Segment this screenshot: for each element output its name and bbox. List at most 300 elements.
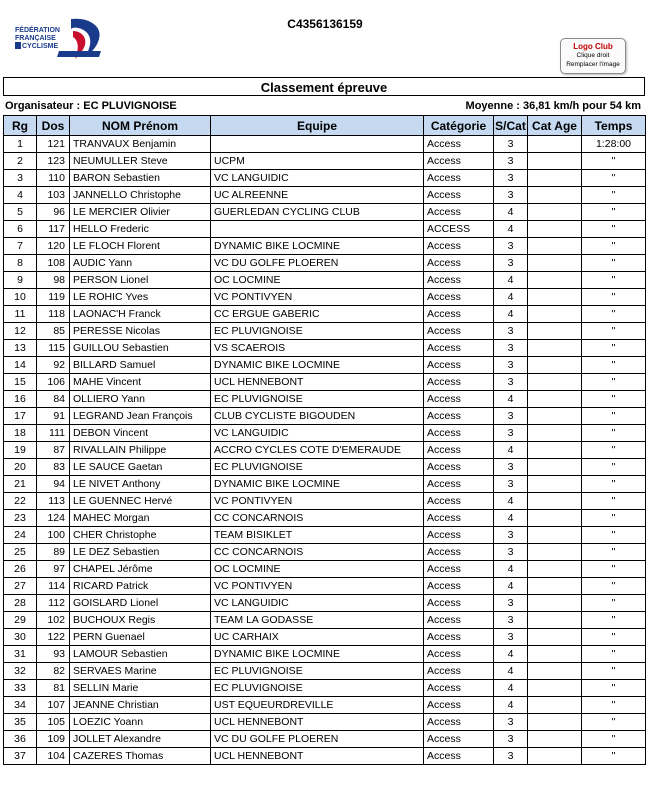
cell-subcategory: 4 xyxy=(494,289,528,306)
cell-time: " xyxy=(582,578,646,595)
cell-time: " xyxy=(582,340,646,357)
cell-category: Access xyxy=(424,459,494,476)
cell-time: " xyxy=(582,204,646,221)
cell-cat-age xyxy=(528,629,582,646)
cell-bib: 91 xyxy=(37,408,70,425)
cell-time: " xyxy=(582,187,646,204)
cell-rank: 26 xyxy=(4,561,37,578)
table-row xyxy=(4,442,646,459)
cell-name: LE SAUCE Gaetan xyxy=(70,459,211,476)
table-row xyxy=(4,221,646,238)
table-header-row xyxy=(4,116,646,136)
cell-category: Access xyxy=(424,289,494,306)
cell-bib: 113 xyxy=(37,493,70,510)
cell-bib: 107 xyxy=(37,697,70,714)
cell-team: UCL HENNEBONT xyxy=(211,748,424,765)
ffc-logo-line1: FÉDÉRATION xyxy=(15,27,60,34)
cell-cat-age xyxy=(528,425,582,442)
table-row xyxy=(4,731,646,748)
cell-bib: 87 xyxy=(37,442,70,459)
cell-team: VC PONTIVYEN xyxy=(211,578,424,595)
cell-bib: 97 xyxy=(37,561,70,578)
cell-bib: 112 xyxy=(37,595,70,612)
cell-rank: 18 xyxy=(4,425,37,442)
cell-time: " xyxy=(582,748,646,765)
cell-category: Access xyxy=(424,527,494,544)
cell-subcategory: 3 xyxy=(494,714,528,731)
table-row xyxy=(4,697,646,714)
cell-team: DYNAMIC BIKE LOCMINE xyxy=(211,646,424,663)
cell-cat-age xyxy=(528,340,582,357)
cell-name: LAMOUR Sebastien xyxy=(70,646,211,663)
cell-cat-age xyxy=(528,374,582,391)
cell-category: Access xyxy=(424,374,494,391)
cell-subcategory: 3 xyxy=(494,544,528,561)
cell-time: " xyxy=(582,323,646,340)
cell-cat-age xyxy=(528,272,582,289)
cell-team: CC ERGUE GABERIC xyxy=(211,306,424,323)
cell-subcategory: 4 xyxy=(494,493,528,510)
cell-bib: 100 xyxy=(37,527,70,544)
cell-time: " xyxy=(582,170,646,187)
cell-team: CC CONCARNOIS xyxy=(211,544,424,561)
cell-cat-age xyxy=(528,578,582,595)
table-row xyxy=(4,544,646,561)
cell-rank: 36 xyxy=(4,731,37,748)
cell-rank: 11 xyxy=(4,306,37,323)
cell-category: Access xyxy=(424,272,494,289)
cell-rank: 2 xyxy=(4,153,37,170)
cell-bib: 114 xyxy=(37,578,70,595)
cell-subcategory: 3 xyxy=(494,408,528,425)
cell-team: EC PLUVIGNOISE xyxy=(211,663,424,680)
table-row xyxy=(4,748,646,765)
table-row xyxy=(4,255,646,272)
cell-bib: 102 xyxy=(37,612,70,629)
table-row xyxy=(4,578,646,595)
cell-subcategory: 4 xyxy=(494,561,528,578)
cell-rank: 9 xyxy=(4,272,37,289)
cell-bib: 98 xyxy=(37,272,70,289)
cell-rank: 32 xyxy=(4,663,37,680)
cell-cat-age xyxy=(528,136,582,153)
cell-category: Access xyxy=(424,170,494,187)
cell-cat-age xyxy=(528,357,582,374)
cell-rank: 12 xyxy=(4,323,37,340)
cell-time: " xyxy=(582,731,646,748)
table-row xyxy=(4,170,646,187)
cell-time: " xyxy=(582,493,646,510)
cell-category: ACCESS xyxy=(424,221,494,238)
cell-time: " xyxy=(582,476,646,493)
cell-bib: 105 xyxy=(37,714,70,731)
cell-cat-age xyxy=(528,646,582,663)
table-row xyxy=(4,187,646,204)
cell-name: PERESSE Nicolas xyxy=(70,323,211,340)
cell-cat-age xyxy=(528,731,582,748)
cell-bib: 96 xyxy=(37,204,70,221)
cell-time: " xyxy=(582,459,646,476)
cell-cat-age xyxy=(528,442,582,459)
cell-cat-age xyxy=(528,527,582,544)
col-header-equipe: Equipe xyxy=(211,116,424,136)
cell-team: VC DU GOLFE PLOEREN xyxy=(211,731,424,748)
cell-name: CHER Christophe xyxy=(70,527,211,544)
cell-subcategory: 3 xyxy=(494,187,528,204)
cell-team: OC LOCMINE xyxy=(211,561,424,578)
cell-category: Access xyxy=(424,238,494,255)
cell-team: GUERLEDAN CYCLING CLUB xyxy=(211,204,424,221)
cell-rank: 10 xyxy=(4,289,37,306)
cell-rank: 15 xyxy=(4,374,37,391)
cell-team: VC LANGUIDIC xyxy=(211,425,424,442)
table-row xyxy=(4,391,646,408)
cell-subcategory: 4 xyxy=(494,442,528,459)
cell-category: Access xyxy=(424,357,494,374)
cell-team: VC PONTIVYEN xyxy=(211,289,424,306)
ffc-logo-line2: FRANÇAISE xyxy=(15,35,56,42)
cell-rank: 5 xyxy=(4,204,37,221)
cell-bib: 93 xyxy=(37,646,70,663)
cell-bib: 103 xyxy=(37,187,70,204)
cell-team: UCL HENNEBONT xyxy=(211,714,424,731)
cell-rank: 19 xyxy=(4,442,37,459)
cell-subcategory: 3 xyxy=(494,595,528,612)
cell-rank: 1 xyxy=(4,136,37,153)
cell-team: TEAM BISIKLET xyxy=(211,527,424,544)
cell-team: VC LANGUIDIC xyxy=(211,170,424,187)
cell-bib: 122 xyxy=(37,629,70,646)
cell-time: " xyxy=(582,374,646,391)
cell-team: CC CONCARNOIS xyxy=(211,510,424,527)
cell-cat-age xyxy=(528,595,582,612)
cell-rank: 7 xyxy=(4,238,37,255)
cell-rank: 31 xyxy=(4,646,37,663)
cell-name: OLLIERO Yann xyxy=(70,391,211,408)
club-logo-title: Logo Club xyxy=(573,42,613,51)
cell-rank: 33 xyxy=(4,680,37,697)
cell-bib: 108 xyxy=(37,255,70,272)
cell-bib: 120 xyxy=(37,238,70,255)
cell-name: CHAPEL Jérôme xyxy=(70,561,211,578)
cell-rank: 3 xyxy=(4,170,37,187)
table-row xyxy=(4,476,646,493)
cell-name: PERSON Lionel xyxy=(70,272,211,289)
cell-time: " xyxy=(582,391,646,408)
cell-time: " xyxy=(582,714,646,731)
col-header-categorie: Catégorie xyxy=(424,116,494,136)
cell-category: Access xyxy=(424,544,494,561)
cell-name: HELLO Frederic xyxy=(70,221,211,238)
cell-category: Access xyxy=(424,697,494,714)
table-row xyxy=(4,510,646,527)
cell-rank: 16 xyxy=(4,391,37,408)
results-table xyxy=(3,115,646,765)
cell-bib: 121 xyxy=(37,136,70,153)
cell-time: " xyxy=(582,255,646,272)
cell-category: Access xyxy=(424,612,494,629)
cell-team: UC CARHAIX xyxy=(211,629,424,646)
cell-cat-age xyxy=(528,255,582,272)
cell-name: GUILLOU Sebastien xyxy=(70,340,211,357)
cell-name: MAHE Vincent xyxy=(70,374,211,391)
cell-team: ACCRO CYCLES COTE D'EMERAUDE xyxy=(211,442,424,459)
cell-subcategory: 3 xyxy=(494,374,528,391)
cell-rank: 24 xyxy=(4,527,37,544)
cell-category: Access xyxy=(424,578,494,595)
cell-rank: 29 xyxy=(4,612,37,629)
cell-subcategory: 4 xyxy=(494,663,528,680)
cell-team: EC PLUVIGNOISE xyxy=(211,680,424,697)
table-row xyxy=(4,238,646,255)
cell-subcategory: 4 xyxy=(494,680,528,697)
table-row xyxy=(4,595,646,612)
cell-team: VS SCAEROIS xyxy=(211,340,424,357)
organisateur: Organisateur : EC PLUVIGNOISE xyxy=(5,100,177,112)
table-row xyxy=(4,663,646,680)
table-row xyxy=(4,527,646,544)
cell-cat-age xyxy=(528,663,582,680)
cell-name: LE ROHIC Yves xyxy=(70,289,211,306)
cell-name: LE GUENNEC Hervé xyxy=(70,493,211,510)
cell-cat-age xyxy=(528,238,582,255)
cell-team xyxy=(211,221,424,238)
cell-time: " xyxy=(582,357,646,374)
cell-bib: 109 xyxy=(37,731,70,748)
cell-name: LE NIVET Anthony xyxy=(70,476,211,493)
cell-time: " xyxy=(582,629,646,646)
cell-subcategory: 3 xyxy=(494,459,528,476)
cell-bib: 124 xyxy=(37,510,70,527)
cell-cat-age xyxy=(528,204,582,221)
cell-subcategory: 3 xyxy=(494,170,528,187)
cell-bib: 123 xyxy=(37,153,70,170)
cell-category: Access xyxy=(424,425,494,442)
cell-rank: 37 xyxy=(4,748,37,765)
cell-subcategory: 4 xyxy=(494,646,528,663)
cell-name: DEBON Vincent xyxy=(70,425,211,442)
cell-category: Access xyxy=(424,748,494,765)
cell-category: Access xyxy=(424,663,494,680)
table-row xyxy=(4,408,646,425)
table-row xyxy=(4,204,646,221)
cell-subcategory: 3 xyxy=(494,748,528,765)
cell-bib: 81 xyxy=(37,680,70,697)
col-header-temps: Temps xyxy=(582,116,646,136)
cell-time: " xyxy=(582,238,646,255)
cell-cat-age xyxy=(528,221,582,238)
cell-cat-age xyxy=(528,680,582,697)
cell-category: Access xyxy=(424,629,494,646)
cell-time: " xyxy=(582,612,646,629)
cell-time: " xyxy=(582,442,646,459)
cell-bib: 84 xyxy=(37,391,70,408)
cell-rank: 22 xyxy=(4,493,37,510)
table-row xyxy=(4,425,646,442)
cell-team: EC PLUVIGNOISE xyxy=(211,459,424,476)
cell-rank: 20 xyxy=(4,459,37,476)
cell-subcategory: 3 xyxy=(494,476,528,493)
cell-time: " xyxy=(582,510,646,527)
cell-category: Access xyxy=(424,731,494,748)
table-row xyxy=(4,459,646,476)
cell-bib: 82 xyxy=(37,663,70,680)
cell-rank: 28 xyxy=(4,595,37,612)
cell-name: GOISLARD Lionel xyxy=(70,595,211,612)
cell-category: Access xyxy=(424,306,494,323)
cell-name: BILLARD Samuel xyxy=(70,357,211,374)
cell-category: Access xyxy=(424,680,494,697)
cell-subcategory: 3 xyxy=(494,255,528,272)
cell-name: JOLLET Alexandre xyxy=(70,731,211,748)
cell-team xyxy=(211,136,424,153)
cell-cat-age xyxy=(528,323,582,340)
cell-team: DYNAMIC BIKE LOCMINE xyxy=(211,357,424,374)
table-row xyxy=(4,323,646,340)
cell-time: " xyxy=(582,425,646,442)
table-row xyxy=(4,612,646,629)
cell-name: LAONAC'H Franck xyxy=(70,306,211,323)
cell-rank: 25 xyxy=(4,544,37,561)
table-row xyxy=(4,289,646,306)
cell-bib: 92 xyxy=(37,357,70,374)
cell-subcategory: 4 xyxy=(494,272,528,289)
cell-category: Access xyxy=(424,646,494,663)
cell-time: " xyxy=(582,561,646,578)
cell-category: Access xyxy=(424,442,494,459)
cell-name: PERN Guenael xyxy=(70,629,211,646)
cell-subcategory: 4 xyxy=(494,306,528,323)
cell-category: Access xyxy=(424,340,494,357)
cell-time: " xyxy=(582,221,646,238)
table-row xyxy=(4,374,646,391)
cell-name: LOEZIC Yoann xyxy=(70,714,211,731)
cell-name: LE MERCIER Olivier xyxy=(70,204,211,221)
cell-category: Access xyxy=(424,323,494,340)
cell-cat-age xyxy=(528,153,582,170)
club-logo-placeholder[interactable] xyxy=(560,38,626,74)
cell-team: TEAM LA GODASSE xyxy=(211,612,424,629)
cell-time: " xyxy=(582,646,646,663)
cell-cat-age xyxy=(528,697,582,714)
cell-name: MAHEC Morgan xyxy=(70,510,211,527)
cell-team: UC ALREENNE xyxy=(211,187,424,204)
cell-team: UCPM xyxy=(211,153,424,170)
cell-subcategory: 4 xyxy=(494,391,528,408)
cell-rank: 34 xyxy=(4,697,37,714)
cell-time: " xyxy=(582,595,646,612)
cell-bib: 119 xyxy=(37,289,70,306)
cell-rank: 30 xyxy=(4,629,37,646)
col-header-dos: Dos xyxy=(37,116,70,136)
cell-rank: 23 xyxy=(4,510,37,527)
cell-team: DYNAMIC BIKE LOCMINE xyxy=(211,476,424,493)
cell-subcategory: 4 xyxy=(494,578,528,595)
cell-category: Access xyxy=(424,714,494,731)
cell-time: " xyxy=(582,680,646,697)
info-line xyxy=(3,98,645,114)
cell-team: UCL HENNEBONT xyxy=(211,374,424,391)
cell-cat-age xyxy=(528,391,582,408)
cell-subcategory: 3 xyxy=(494,238,528,255)
cell-name: SERVAES Marine xyxy=(70,663,211,680)
cell-bib: 111 xyxy=(37,425,70,442)
cell-category: Access xyxy=(424,204,494,221)
col-header-scat: S/Cat xyxy=(494,116,528,136)
cell-team: VC PONTIVYEN xyxy=(211,493,424,510)
cell-cat-age xyxy=(528,459,582,476)
col-header-nom: NOM Prénom xyxy=(70,116,211,136)
club-logo-hint1: Clique droit xyxy=(576,52,610,59)
cell-name: JEANNE Christian xyxy=(70,697,211,714)
cell-category: Access xyxy=(424,476,494,493)
cell-subcategory: 4 xyxy=(494,697,528,714)
cell-subcategory: 3 xyxy=(494,629,528,646)
table-row xyxy=(4,646,646,663)
cell-subcategory: 3 xyxy=(494,527,528,544)
cell-category: Access xyxy=(424,255,494,272)
table-row xyxy=(4,714,646,731)
cell-time: " xyxy=(582,153,646,170)
cell-time: " xyxy=(582,272,646,289)
cell-time: " xyxy=(582,289,646,306)
club-logo-hint2: Remplacer l'image xyxy=(566,61,620,68)
col-header-rg: Rg xyxy=(4,116,37,136)
cell-cat-age xyxy=(528,408,582,425)
cell-cat-age xyxy=(528,476,582,493)
cell-subcategory: 3 xyxy=(494,425,528,442)
cell-cat-age xyxy=(528,289,582,306)
cell-cat-age xyxy=(528,714,582,731)
cell-cat-age xyxy=(528,544,582,561)
cell-team: CLUB CYCLISTE BIGOUDEN xyxy=(211,408,424,425)
cell-team: DYNAMIC BIKE LOCMINE xyxy=(211,238,424,255)
cell-rank: 21 xyxy=(4,476,37,493)
cell-name: NEUMULLER Steve xyxy=(70,153,211,170)
cell-bib: 118 xyxy=(37,306,70,323)
cell-bib: 89 xyxy=(37,544,70,561)
cell-name: RIVALLAIN Philippe xyxy=(70,442,211,459)
cell-subcategory: 3 xyxy=(494,323,528,340)
table-row xyxy=(4,629,646,646)
cell-team: VC LANGUIDIC xyxy=(211,595,424,612)
cell-category: Access xyxy=(424,153,494,170)
cell-name: LEGRAND Jean François xyxy=(70,408,211,425)
cell-rank: 8 xyxy=(4,255,37,272)
cell-bib: 110 xyxy=(37,170,70,187)
cell-team: OC LOCMINE xyxy=(211,272,424,289)
cell-time: " xyxy=(582,306,646,323)
cell-team: UST EQUEURDREVILLE xyxy=(211,697,424,714)
cell-cat-age xyxy=(528,748,582,765)
cell-time: " xyxy=(582,544,646,561)
cell-rank: 4 xyxy=(4,187,37,204)
cell-subcategory: 3 xyxy=(494,153,528,170)
ffc-logo-line3: CYCLISME xyxy=(22,43,59,50)
table-row xyxy=(4,272,646,289)
cell-bib: 117 xyxy=(37,221,70,238)
cell-subcategory: 4 xyxy=(494,510,528,527)
cell-bib: 115 xyxy=(37,340,70,357)
cell-cat-age xyxy=(528,561,582,578)
cell-subcategory: 3 xyxy=(494,731,528,748)
table-row xyxy=(4,340,646,357)
cell-name: JANNELLO Christophe xyxy=(70,187,211,204)
cell-cat-age xyxy=(528,493,582,510)
cell-cat-age xyxy=(528,306,582,323)
cell-name: TRANVAUX Benjamin xyxy=(70,136,211,153)
cell-bib: 106 xyxy=(37,374,70,391)
